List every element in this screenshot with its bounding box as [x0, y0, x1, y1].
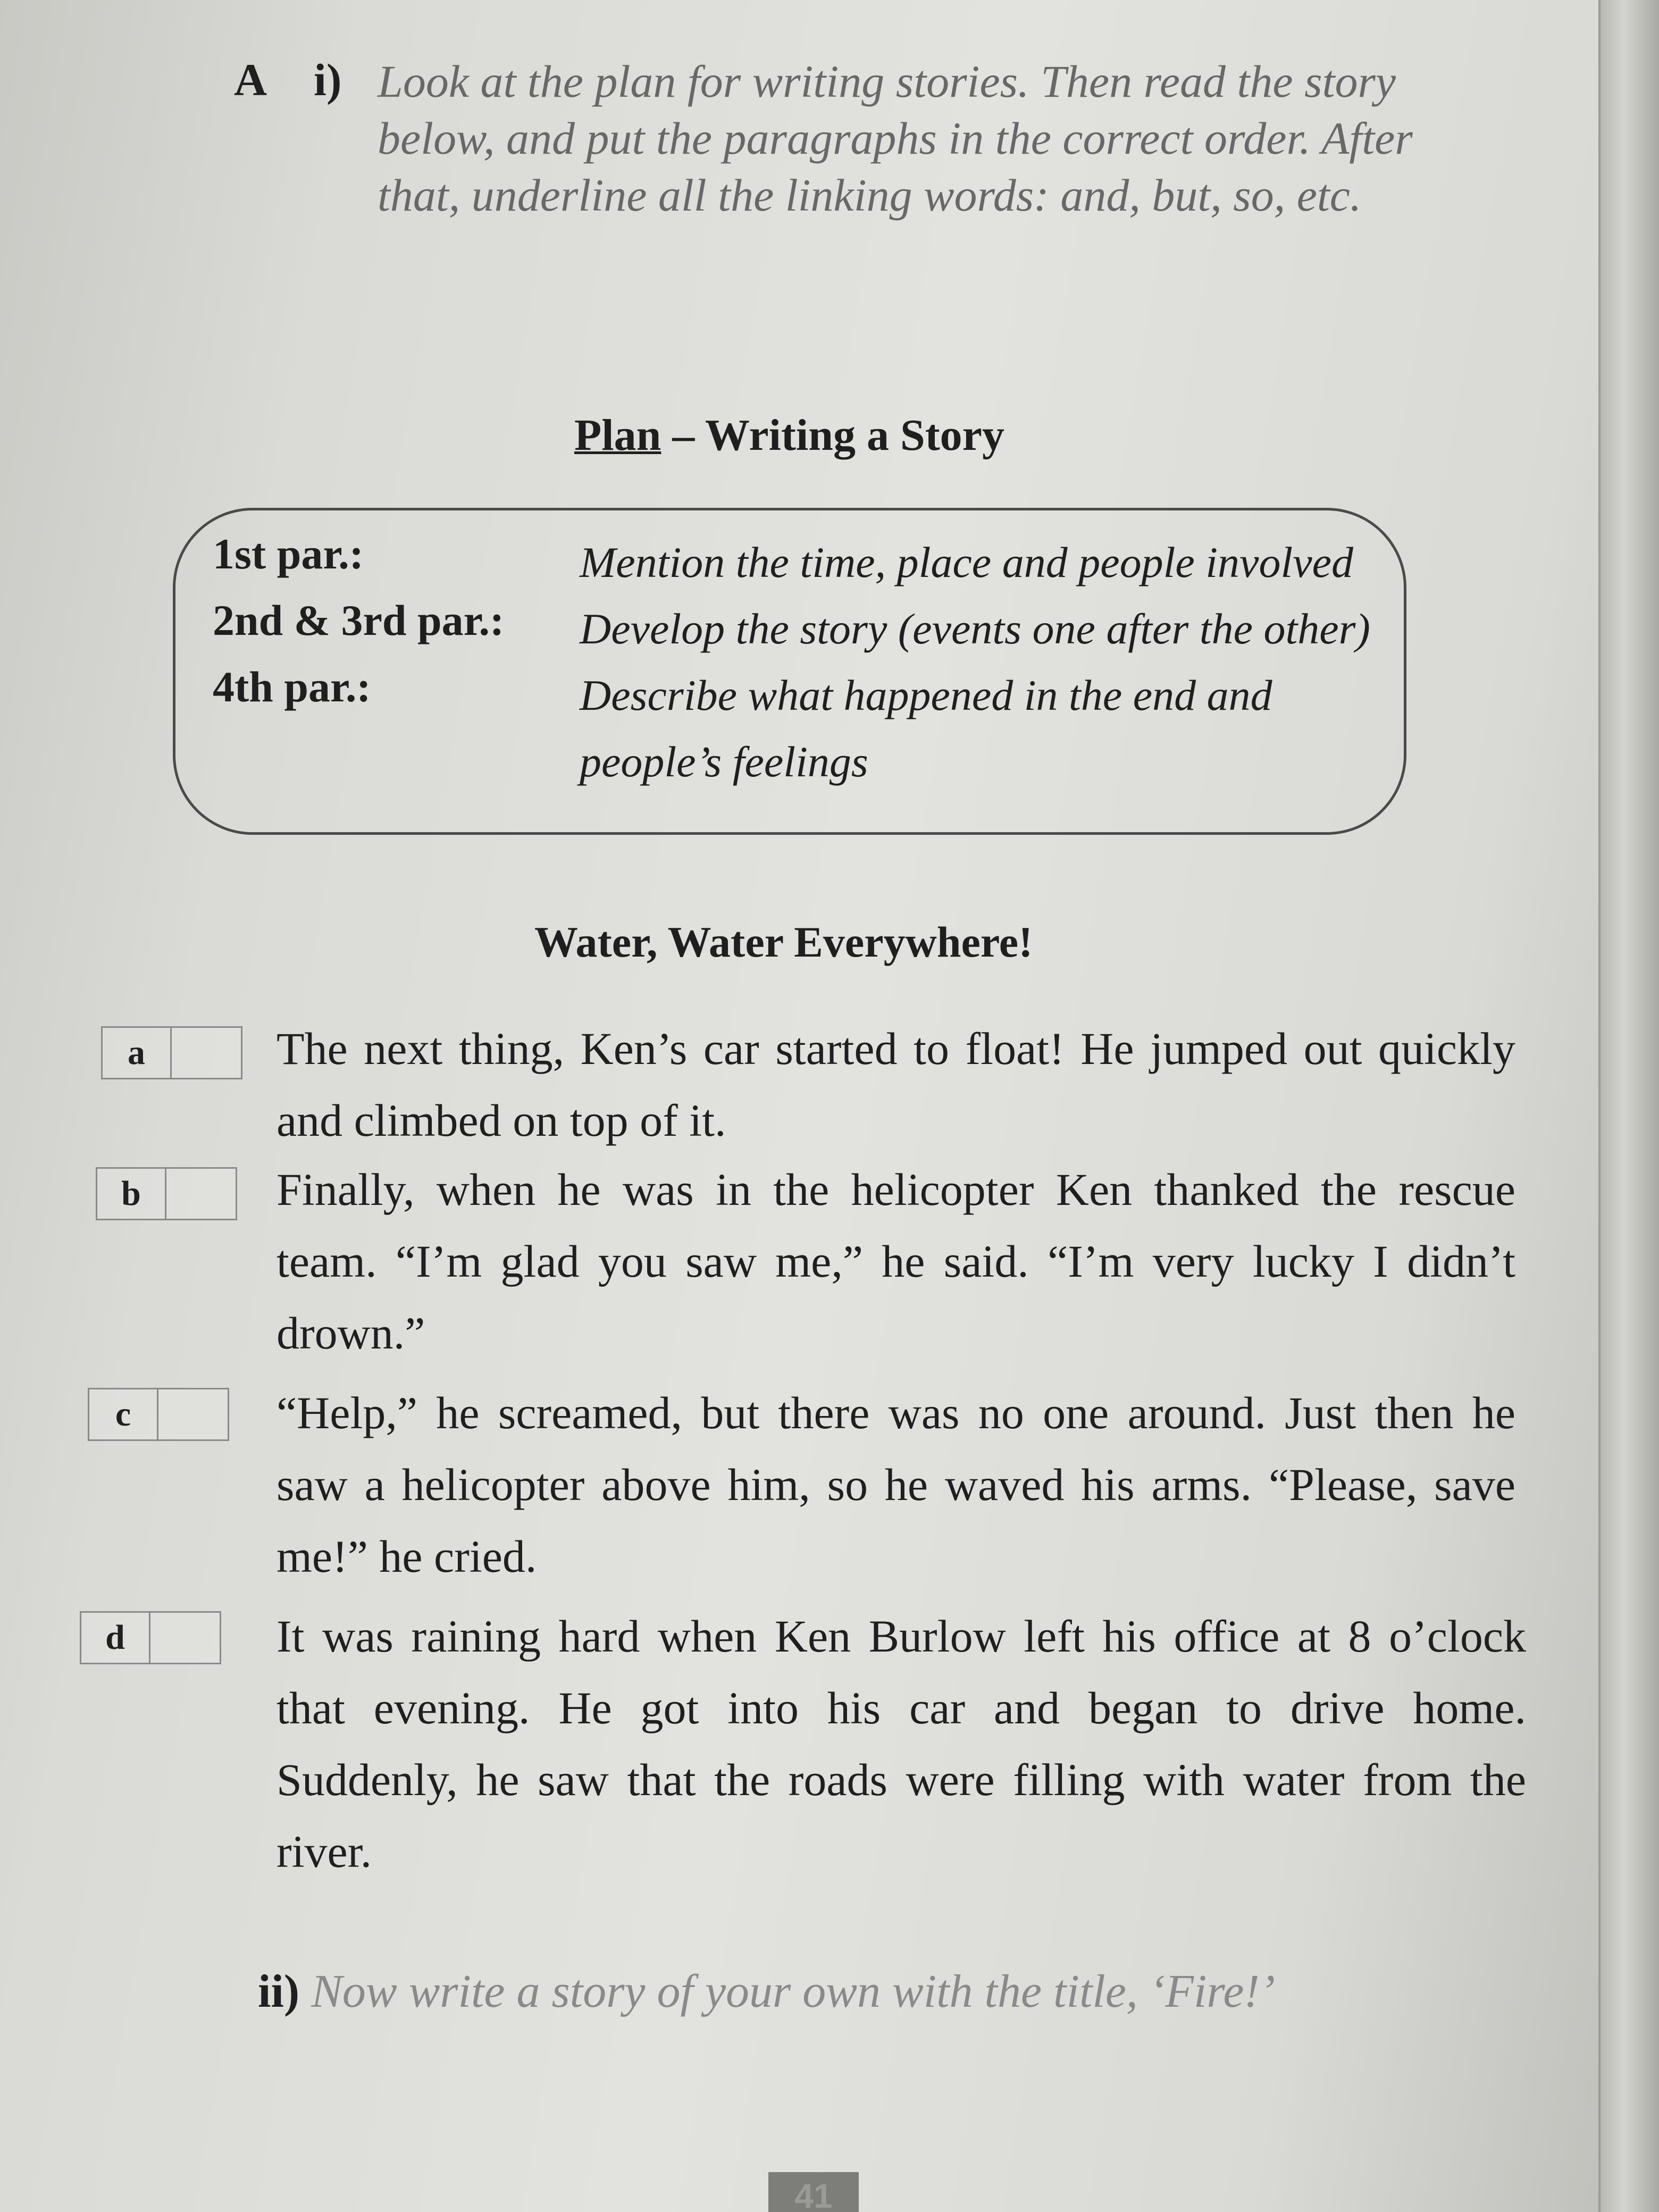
part-ii-instruction: [258, 1965, 1534, 2018]
plan-row-label: 1st par.:: [213, 530, 364, 578]
page-number: 41: [768, 2172, 859, 2212]
order-answer-box[interactable]: [166, 1169, 236, 1219]
plan-row-desc: Describe what happened in the end and people’s feelings: [580, 671, 1272, 786]
paragraph-letter: b: [97, 1169, 166, 1219]
plan-title: [574, 409, 1004, 461]
page-edge: [1598, 0, 1659, 2212]
story-paragraph: It was raining hard when Ken Burlow left his office at 8 o’clock that evening. He got into his car and began to drive home. Suddenly, he saw that the roads were filling with water from the river.: [276, 1611, 1526, 1877]
part-ii-text: Now write a story of your own with the title, ‘Fire!’: [311, 1966, 1276, 2017]
section-label: A: [234, 54, 267, 105]
story-paragraph: The next thing, Ken’s car started to float! He jumped out quickly and climbed on top of it.: [276, 1023, 1515, 1146]
plan-title-rest: – Writing a Story: [661, 410, 1004, 460]
part-ii-label: ii): [258, 1966, 300, 2017]
story-paragraph: “Help,” he screamed, but there was no one around. Just then he saw a helicopter above him, so he waved his arms. “Please, save me!” he cried.: [276, 1387, 1515, 1582]
plan-row-label: 2nd & 3rd par.:: [213, 596, 505, 644]
paragraph-letter-box: [80, 1611, 221, 1664]
story-title: Water, Water Everywhere!: [534, 918, 1033, 966]
plan-row-desc: Mention the time, place and people involved: [580, 538, 1354, 586]
order-answer-box[interactable]: [150, 1613, 220, 1663]
plan-title-underlined: Plan: [574, 410, 661, 460]
paragraph-letter-box: [101, 1026, 242, 1079]
order-answer-box[interactable]: [172, 1028, 241, 1078]
paragraph-letter-box: [96, 1167, 237, 1220]
plan-row-desc: Develop the story (events one after the other): [580, 605, 1370, 653]
part-label: i): [314, 54, 342, 105]
instruction-text: Look at the plan for writing stories. Then read the story below, and put the paragraphs in the correct order. After that, underline all the linking words: and, but, so, etc.: [378, 56, 1413, 221]
paragraph-letter: a: [103, 1028, 172, 1078]
paragraph-letter-box: [88, 1388, 229, 1441]
paragraph-letter: c: [89, 1389, 158, 1439]
paragraph-letter: d: [81, 1613, 150, 1663]
order-answer-box[interactable]: [158, 1389, 228, 1439]
story-paragraph: Finally, when he was in the helicopter Ken thanked the rescue team. “I’m glad you saw me,” he said. “I’m very lucky I didn’t drown.”: [276, 1164, 1515, 1359]
plan-row-label: 4th par.:: [213, 663, 371, 711]
